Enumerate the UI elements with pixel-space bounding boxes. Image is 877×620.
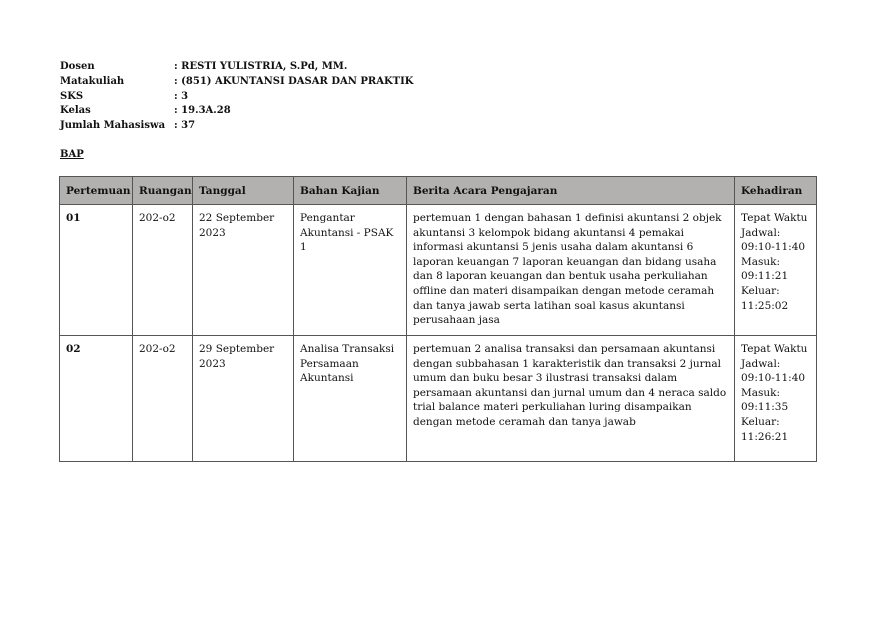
- header-berita-acara: Berita Acara Pengajaran: [407, 177, 735, 205]
- kehadiran-status: Tepat Waktu: [741, 343, 808, 355]
- cell-tanggal: 22 September 2023: [193, 205, 294, 336]
- info-value: : 3: [174, 90, 189, 102]
- cell-bahan-kajian: Analisa Transaksi Persamaan Akuntansi: [294, 336, 407, 462]
- header-tanggal: Tanggal: [193, 177, 294, 205]
- info-row-sks: [60, 90, 413, 105]
- info-value: : RESTI YULISTRIA, S.Pd, MM.: [174, 61, 348, 72]
- header-ruangan: Ruangan: [133, 177, 193, 205]
- header-bahan-kajian: Bahan Kajian: [294, 177, 407, 205]
- kehadiran-masuk: Masuk: 09:11:21: [741, 255, 789, 283]
- cell-bahan-kajian: Pengantar Akuntansi - PSAK 1: [294, 205, 407, 336]
- kehadiran-jadwal: Jadwal: 09:10-11:40: [741, 357, 806, 385]
- info-row-jumlah-mahasiswa: [60, 119, 413, 134]
- table-row: [60, 336, 817, 462]
- bap-table: [59, 176, 817, 462]
- info-label: Kelas: [60, 105, 91, 117]
- info-value: : 37: [174, 120, 196, 132]
- cell-pertemuan: 01: [60, 205, 133, 336]
- kehadiran-keluar: Keluar: 11:25:02: [741, 284, 789, 312]
- section-title: BAP: [60, 149, 84, 160]
- cell-berita-acara: pertemuan 2 analisa transaksi dan persamaan akuntansi dengan subbahasan 1 karakteristik dan transaksi 2 jurnal umum dan buku besar 3 ilustrasi transaksi dalam persamaan akuntansi dan jurnal umum dan 4 neraca saldo trial balance materi perkuliahan luring disampaikan dengan metode ceramah dan tanya jawab: [407, 336, 735, 462]
- header-pertemuan: Pertemuan: [60, 177, 133, 205]
- cell-kehadiran: [735, 336, 817, 462]
- info-label: Jumlah Mahasiswa: [60, 120, 166, 132]
- info-label: Dosen: [60, 61, 95, 72]
- cell-ruangan: 202-o2: [133, 336, 193, 462]
- course-info: [60, 60, 413, 134]
- cell-kehadiran: [735, 205, 817, 336]
- info-label: Matakuliah: [60, 75, 125, 87]
- cell-pertemuan: 02: [60, 336, 133, 462]
- info-row-kelas: [60, 104, 413, 119]
- kehadiran-jadwal: Jadwal: 09:10-11:40: [741, 226, 806, 254]
- table-row: [60, 205, 817, 336]
- info-value: : (851) AKUNTANSI DASAR DAN PRAKTIK: [174, 75, 414, 87]
- cell-tanggal: 29 September 2023: [193, 336, 294, 462]
- info-label: SKS: [60, 90, 84, 102]
- table-header-row: [60, 177, 817, 205]
- cell-berita-acara: pertemuan 1 dengan bahasan 1 definisi akuntansi 2 objek akuntansi 3 kelompok bidang akuntansi 4 pemakai informasi akuntansi 5 jenis usaha dalam akuntansi 6 laporan keuangan 7 laporan keuangan dan bidang usaha dan 8 laporan keuangan dan bentuk usaha perkuliahan offline dan materi disampaikan dengan metode ceramah dan tanya jawab serta latihan soal kasus akuntansi perusahaan jasa: [407, 205, 735, 336]
- info-row-matakuliah: [60, 75, 413, 90]
- header-kehadiran: Kehadiran: [735, 177, 817, 205]
- cell-ruangan: 202-o2: [133, 205, 193, 336]
- kehadiran-keluar: Keluar: 11:26:21: [741, 415, 789, 443]
- info-row-dosen: [60, 60, 413, 75]
- info-value: : 19.3A.28: [174, 105, 231, 117]
- kehadiran-masuk: Masuk: 09:11:35: [741, 386, 789, 414]
- kehadiran-status: Tepat Waktu: [741, 212, 808, 224]
